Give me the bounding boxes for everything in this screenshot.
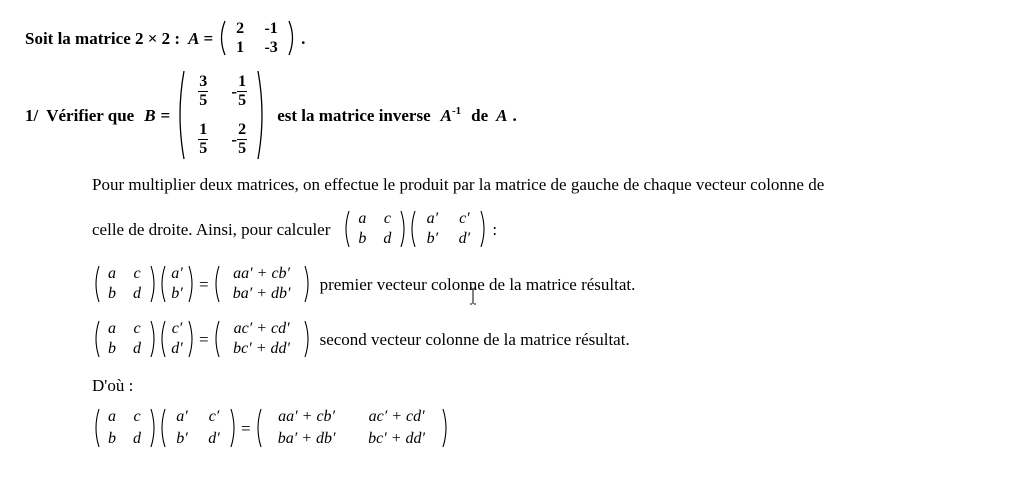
matrix-cell: d′ [208, 430, 220, 447]
right-paren-icon [400, 210, 408, 248]
matrix-cell: c [133, 408, 141, 425]
equals-sign: = [241, 418, 251, 438]
fraction-numerator: 1 [199, 120, 208, 138]
text-cursor-icon [469, 287, 477, 305]
intro-line [25, 20, 305, 56]
matrix-cell: aa′ + cb′ [278, 408, 336, 425]
explain-line-1: Pour multiplier deux matrices, on effectue le produit par la matrice de gauche de chaque vecteur colonne de [92, 175, 825, 194]
matrix-cell: ba′ + db′ [277, 430, 336, 447]
left-paren-icon [158, 408, 166, 448]
question-1 [25, 70, 517, 160]
result-vector [212, 265, 312, 303]
matrix-cell: a [108, 265, 116, 282]
matrix-left [92, 320, 158, 358]
matrix-cell: a [358, 210, 367, 227]
equals-sign: = [199, 329, 209, 349]
fraction [237, 121, 247, 158]
result-vector [212, 320, 312, 358]
column-vector [158, 320, 196, 358]
right-paren-icon [150, 320, 158, 358]
equation-col-1 [92, 265, 635, 303]
fraction-numerator: 2 [238, 120, 247, 138]
matrix-cell: c [133, 265, 141, 282]
vector-cell: b′ [171, 285, 183, 302]
left-paren-icon [254, 408, 262, 448]
fraction [198, 121, 208, 158]
col-2-description: second vecteur colonne de la matrice résultat. [319, 329, 630, 349]
dou-label: D'où : [92, 376, 134, 395]
fraction-denominator: 5 [199, 139, 208, 157]
fraction-denominator: 5 [238, 91, 247, 109]
matrix-left [92, 265, 158, 303]
col-1-description: premier vecteur colonne de la matrice résultat. [319, 274, 636, 294]
inverse-base: A [440, 105, 452, 125]
matrix-cell: ac′ + cd′ [368, 408, 425, 425]
equals-sign: = [160, 105, 171, 125]
fraction [237, 73, 247, 110]
question-de: de [471, 105, 489, 125]
right-paren-icon [304, 320, 312, 358]
question-mid: est la matrice inverse [277, 105, 431, 125]
intro-end: . [301, 28, 306, 48]
equals-sign: = [199, 274, 209, 294]
inverse-exponent: -1 [452, 104, 462, 117]
fraction-numerator: 1 [238, 72, 247, 90]
fraction [198, 73, 208, 110]
matrix-cell: b [108, 430, 116, 447]
right-paren-icon [257, 70, 267, 160]
fraction-denominator: 5 [199, 91, 208, 109]
vector-cell: c′ [171, 320, 183, 337]
explain-line-2-text: celle de droite. Ainsi, pour calculer [92, 219, 331, 239]
right-paren-icon [230, 408, 238, 448]
matrix-cell: c [133, 320, 141, 337]
matrix-cell: a [108, 320, 116, 337]
fraction-sign: - [231, 81, 238, 101]
matrix-cell: d [133, 430, 141, 447]
matrix-cell: a′ [176, 408, 188, 425]
matrix-cell: c [383, 210, 391, 227]
matrix-cell: c′ [208, 408, 220, 425]
left-paren-icon [217, 20, 226, 56]
explain-line-2 [92, 210, 497, 248]
matrix-a-cell: -1 [264, 20, 278, 37]
left-paren-icon [92, 265, 100, 303]
var-a: A [188, 28, 200, 48]
equation-final [92, 408, 450, 448]
matrix-cell: bc′ + dd′ [368, 430, 426, 447]
fraction-numerator: 3 [199, 72, 208, 90]
vector-cell: ac′ + cd′ [233, 320, 290, 337]
matrix-a [217, 20, 297, 56]
left-paren-icon [92, 408, 100, 448]
right-paren-icon [150, 265, 158, 303]
matrix-cell: b′ [426, 230, 439, 247]
left-paren-icon [175, 70, 185, 160]
result-matrix [254, 408, 450, 448]
question-lead: Vérifier que [46, 105, 135, 125]
matrix-b-cell [221, 118, 257, 160]
var-b: B [144, 105, 156, 125]
column-vector [158, 265, 196, 303]
matrix-cell: b [108, 285, 116, 302]
right-paren-icon [288, 20, 297, 56]
matrix-cell: d [133, 285, 141, 302]
matrix-cell: d [133, 340, 141, 357]
matrix-b-cell [221, 70, 257, 112]
vector-cell: ba′ + db′ [232, 285, 291, 302]
left-paren-icon [158, 320, 166, 358]
left-paren-icon [212, 320, 220, 358]
matrix-right [158, 408, 238, 448]
matrix-cell: b [358, 230, 367, 247]
matrix-cell: d′ [458, 230, 471, 247]
right-paren-icon [480, 210, 488, 248]
right-paren-icon [188, 320, 196, 358]
matrix-a-cell: -3 [264, 39, 278, 56]
left-paren-icon [342, 210, 350, 248]
vector-cell: aa′ + cb′ [233, 265, 291, 282]
right-paren-icon [150, 408, 158, 448]
left-paren-icon [158, 265, 166, 303]
matrix-b [175, 70, 267, 160]
var-a: A [496, 105, 508, 125]
equals-sign: = [203, 28, 214, 48]
left-paren-icon [408, 210, 416, 248]
matrix-a-cell: 2 [236, 20, 245, 37]
right-paren-icon [304, 265, 312, 303]
vector-cell: d′ [171, 340, 183, 357]
matrix-cell: a′ [426, 210, 439, 227]
colon: : [492, 219, 498, 239]
matrix-right [408, 210, 488, 248]
matrix-b-cell [185, 70, 221, 112]
matrix-cell: c′ [459, 210, 470, 227]
right-paren-icon [188, 265, 196, 303]
matrix-cell: a [108, 408, 116, 425]
right-paren-icon [442, 408, 450, 448]
intro-lead: Soit la matrice 2 × 2 : [25, 28, 181, 48]
matrix-a-cell: 1 [236, 39, 245, 56]
matrix-left [342, 210, 408, 248]
matrix-cell: b′ [176, 430, 188, 447]
equation-col-2 [92, 320, 630, 358]
matrix-b-cell [185, 118, 221, 160]
matrix-cell: d [383, 230, 392, 247]
left-paren-icon [212, 265, 220, 303]
vector-cell: bc′ + dd′ [233, 340, 291, 357]
left-paren-icon [92, 320, 100, 358]
fraction-sign: - [231, 129, 238, 149]
question-end: . [512, 105, 517, 125]
question-number: 1/ [25, 105, 39, 125]
vector-cell: a′ [171, 265, 183, 282]
matrix-left [92, 408, 158, 448]
fraction-denominator: 5 [238, 139, 247, 157]
matrix-cell: b [108, 340, 116, 357]
